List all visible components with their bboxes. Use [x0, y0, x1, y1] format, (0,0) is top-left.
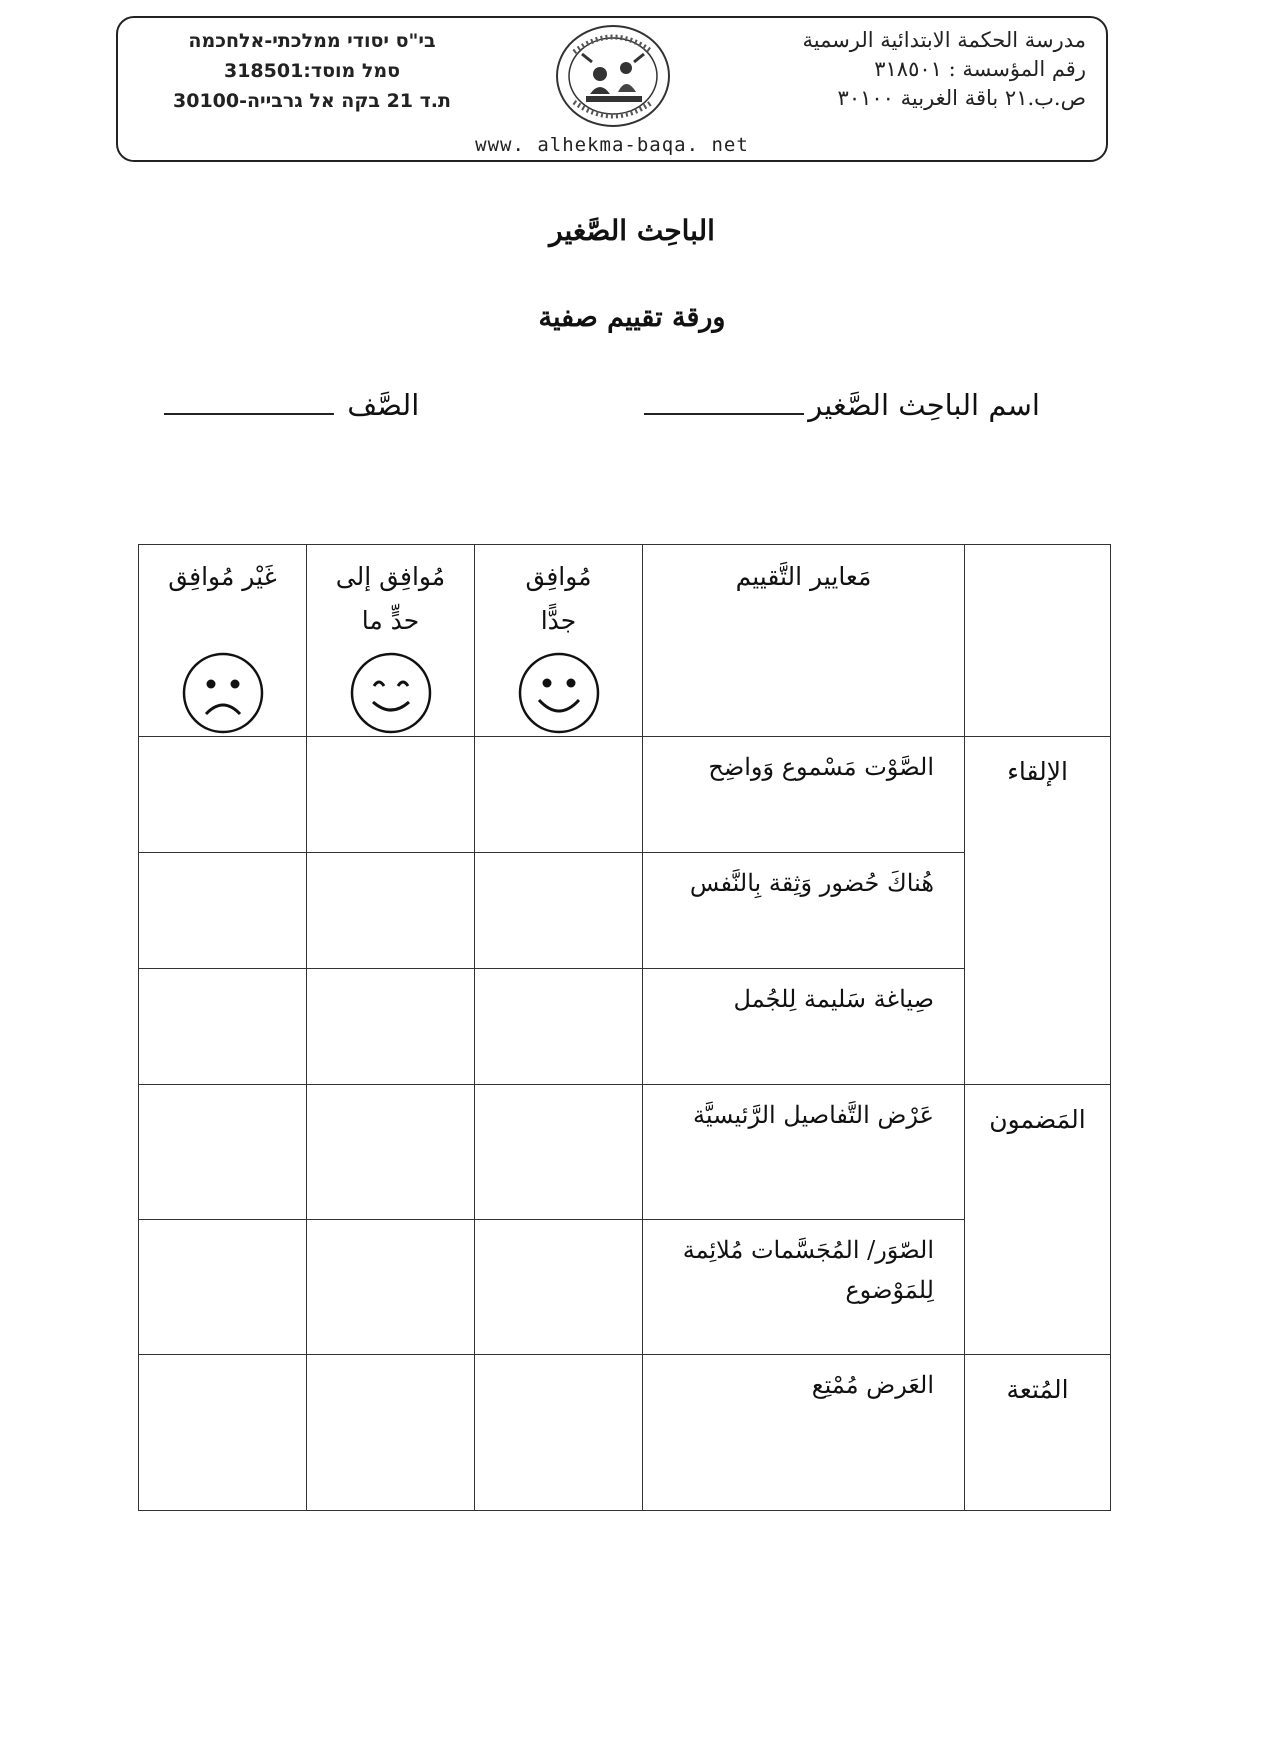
header-somewhat-agree-label: مُوافِق إلى حدٍّ ما: [335, 562, 446, 635]
name-blank[interactable]: [644, 413, 804, 415]
page-title: الباحِث الصَّغير: [549, 214, 715, 247]
rating-very-agree-cell[interactable]: [475, 969, 643, 1085]
sad-face-icon: [180, 650, 266, 736]
header-criteria-label: مَعايير التَّقييم: [735, 562, 872, 591]
header-category-cell: [965, 545, 1111, 737]
rating-somewhat-agree-cell[interactable]: [307, 969, 475, 1085]
class-field: [160, 388, 419, 422]
institution-number-arabic: رقم المؤسسة : ٣١٨٥٠١: [874, 57, 1086, 81]
school-logo: [552, 22, 674, 130]
rating-somewhat-agree-cell[interactable]: [307, 1085, 475, 1220]
criterion-cell: الصَّوْت مَسْموع وَواضِح: [643, 737, 965, 853]
school-name-hebrew: בי"ס יסודי ממלכתי-אלחכמה: [188, 30, 436, 52]
class-blank[interactable]: [164, 413, 334, 415]
rating-very-agree-cell[interactable]: [475, 737, 643, 853]
category-cell: المُتعة: [965, 1355, 1111, 1511]
criterion-cell: صِياغة سَليمة لِلجُمل: [643, 969, 965, 1085]
evaluation-table: [138, 544, 1111, 1511]
rating-disagree-cell[interactable]: [139, 737, 307, 853]
criterion-cell: هُناكَ حُضور وَثِقة بِالنَّفس: [643, 853, 965, 969]
header-criteria-cell: [643, 545, 965, 737]
header-disagree-cell: [139, 545, 307, 737]
table-row: [139, 1085, 1111, 1220]
rating-disagree-cell[interactable]: [139, 969, 307, 1085]
rating-very-agree-cell[interactable]: [475, 1355, 643, 1511]
happy-face-icon: [516, 650, 602, 736]
smiling-face-icon: [348, 650, 434, 736]
rating-very-agree-cell[interactable]: [475, 1220, 643, 1355]
name-label: اسم الباحِث الصَّغير: [808, 388, 1040, 422]
school-website: www. alhekma-baqa. net: [475, 134, 749, 156]
rating-somewhat-agree-cell[interactable]: [307, 1355, 475, 1511]
page-subtitle: ورقة تقييم صفية: [538, 302, 726, 333]
institution-number-hebrew: סמל מוסד:318501: [223, 60, 401, 82]
rating-disagree-cell[interactable]: [139, 1355, 307, 1511]
letterhead: [116, 16, 1108, 162]
table-row: [139, 737, 1111, 853]
school-name-arabic: مدرسة الحكمة الابتدائية الرسمية: [802, 28, 1086, 52]
rating-somewhat-agree-cell[interactable]: [307, 1220, 475, 1355]
address-hebrew: ת.ד 21 בקה אל גרבייה-30100: [173, 90, 451, 112]
category-cell: المَضمون: [965, 1085, 1111, 1355]
letterhead-arabic: [802, 26, 1086, 113]
rating-disagree-cell[interactable]: [139, 1220, 307, 1355]
criterion-cell: الصّوَر/ المُجَسَّمات مُلائِمة لِلمَوْضوع: [643, 1220, 965, 1355]
table-header-row: [139, 545, 1111, 737]
letterhead-hebrew: [152, 26, 472, 116]
rating-very-agree-cell[interactable]: [475, 853, 643, 969]
rating-somewhat-agree-cell[interactable]: [307, 737, 475, 853]
address-arabic: ص.ب.٢١ باقة الغربية ٣٠١٠٠: [837, 86, 1086, 110]
header-very-agree-label: مُوافِق جدًّا: [525, 562, 592, 635]
rating-disagree-cell[interactable]: [139, 1085, 307, 1220]
student-info: [160, 388, 1040, 422]
criterion-cell: عَرْض التَّفاصيل الرَّئيسيَّة: [643, 1085, 965, 1220]
class-label: الصَّف: [347, 388, 420, 422]
rating-somewhat-agree-cell[interactable]: [307, 853, 475, 969]
header-disagree-label: غَيْر مُوافِق: [168, 562, 277, 591]
header-somewhat-agree-cell: [307, 545, 475, 737]
header-very-agree-cell: [475, 545, 643, 737]
rating-very-agree-cell[interactable]: [475, 1085, 643, 1220]
rating-disagree-cell[interactable]: [139, 853, 307, 969]
name-field: [640, 388, 1040, 422]
table-row: [139, 1355, 1111, 1511]
category-cell: الإلقاء: [965, 737, 1111, 1085]
criterion-cell: العَرض مُمْتِع: [643, 1355, 965, 1511]
